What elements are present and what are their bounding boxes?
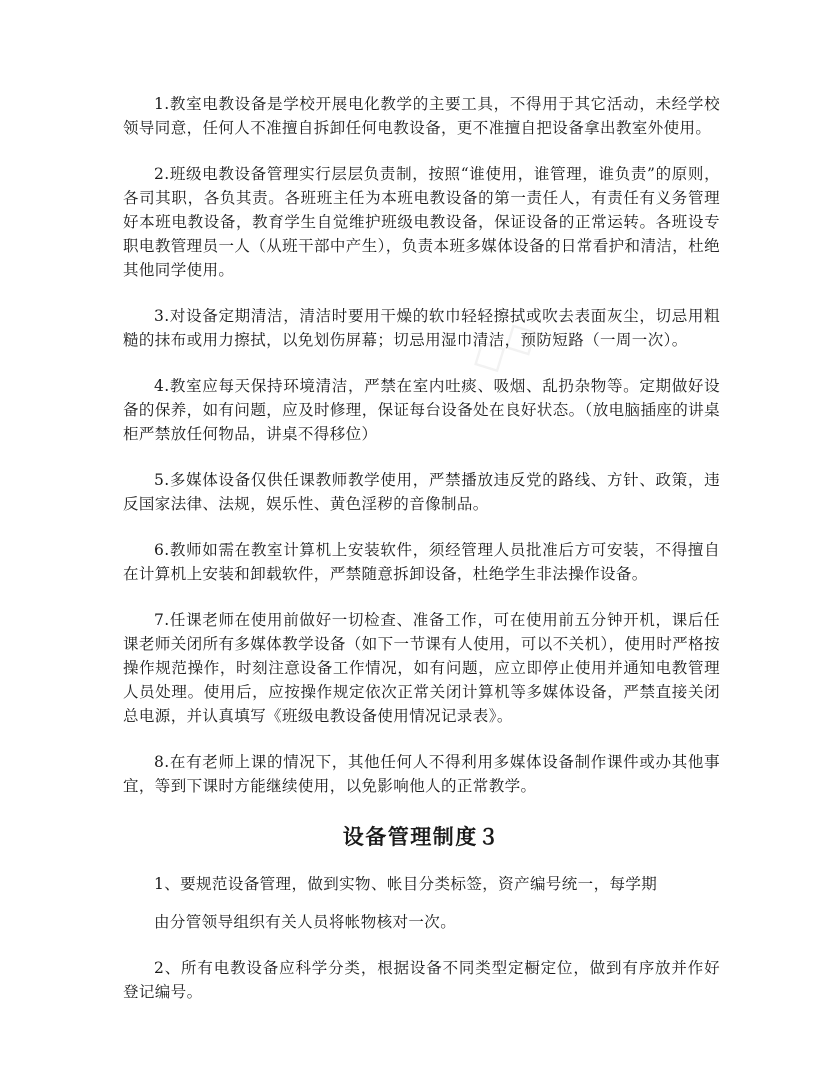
section-heading: 设备管理制度３	[342, 824, 501, 849]
paragraph-2: 2.班级电教设备管理实行层层负责制，按照“谁使用，谁管理，谁负责”的原则，各司其职，各负其责。各班班主任为本班电教设备的第一责任人，有责任有义务管理好本班电教设备，教育学生自觉维护班级电教设备，保证设备的正常运转。各班设专职电教管理员一人（从班干部中产生），负责本班多媒体设备的日常看护和清洁，杜绝其他同学使用。	[123, 165, 720, 279]
section-paragraph-2: 由分管领导组织有关人员将帐物核对一次。	[154, 913, 457, 931]
watermark-logo: ◇◇	[459, 304, 548, 386]
paragraph-4: 4.教室应每天保持环境清洁，严禁在室内吐痰、吸烟、乱扔杂物等。定期做好设备的保养，如有问题，应及时修理，保证每台设备处在良好状态。（放电脑插座的讲桌柜严禁放任何物品，讲桌不得移位）	[123, 377, 720, 443]
paragraph-3: 3.对设备定期清洁，清洁时要用干燥的软巾轻轻擦拭或吹去表面灰尘，切忌用粗糙的抹布或用力擦拭，以免划伤屏幕；切忌用湿巾清洁，预防短路（一周一次）。	[123, 307, 720, 349]
paragraph-7: 7.任课老师在使用前做好一切检查、准备工作，可在使用前五分钟开机，课后任课老师关闭所有多媒体教学设备（如下一节课有人使用，可以不关机），使用时严格按操作规范操作，时刻注意设备工作情况，如有问题，应立即停止使用并通知电教管理人员处理。使用后，应按操作规定依次正常关闭计算机等多媒体设备，严禁直接关闭总电源，并认真填写《班级电教设备使用情况记录表》。	[123, 611, 720, 725]
paragraph-8: 8.在有老师上课的情况下，其他任何人不得利用多媒体设备制作课件或办其他事宜，等到下课时方能继续使用，以免影响他人的正常教学。	[123, 753, 720, 795]
paragraph-6: 6.教师如需在教室计算机上安装软件，须经管理人员批准后方可安装，不得擅自在计算机上安装和卸载软件，严禁随意拆卸设备，杜绝学生非法操作设备。	[123, 541, 720, 583]
section-paragraph-3: 2、所有电教设备应科学分类，根据设备不同类型定橱定位，做到有序放并作好登记编号。	[123, 959, 720, 1001]
section-paragraph-1: 1、要规范设备管理，做到实物、帐目分类标签，资产编号统一，每学期	[154, 875, 658, 893]
paragraph-5: 5.多媒体设备仅供任课教师教学使用，严禁播放违反党的路线、方针、政策，违反国家法律、法规，娱乐性、黄色淫秽的音像制品。	[123, 471, 720, 513]
paragraph-1: 1.教室电教设备是学校开展电化教学的主要工具，不得用于其它活动，未经学校领导同意，任何人不准擅自拆卸任何电教设备，更不准擅自把设备拿出教室外使用。	[123, 95, 720, 137]
